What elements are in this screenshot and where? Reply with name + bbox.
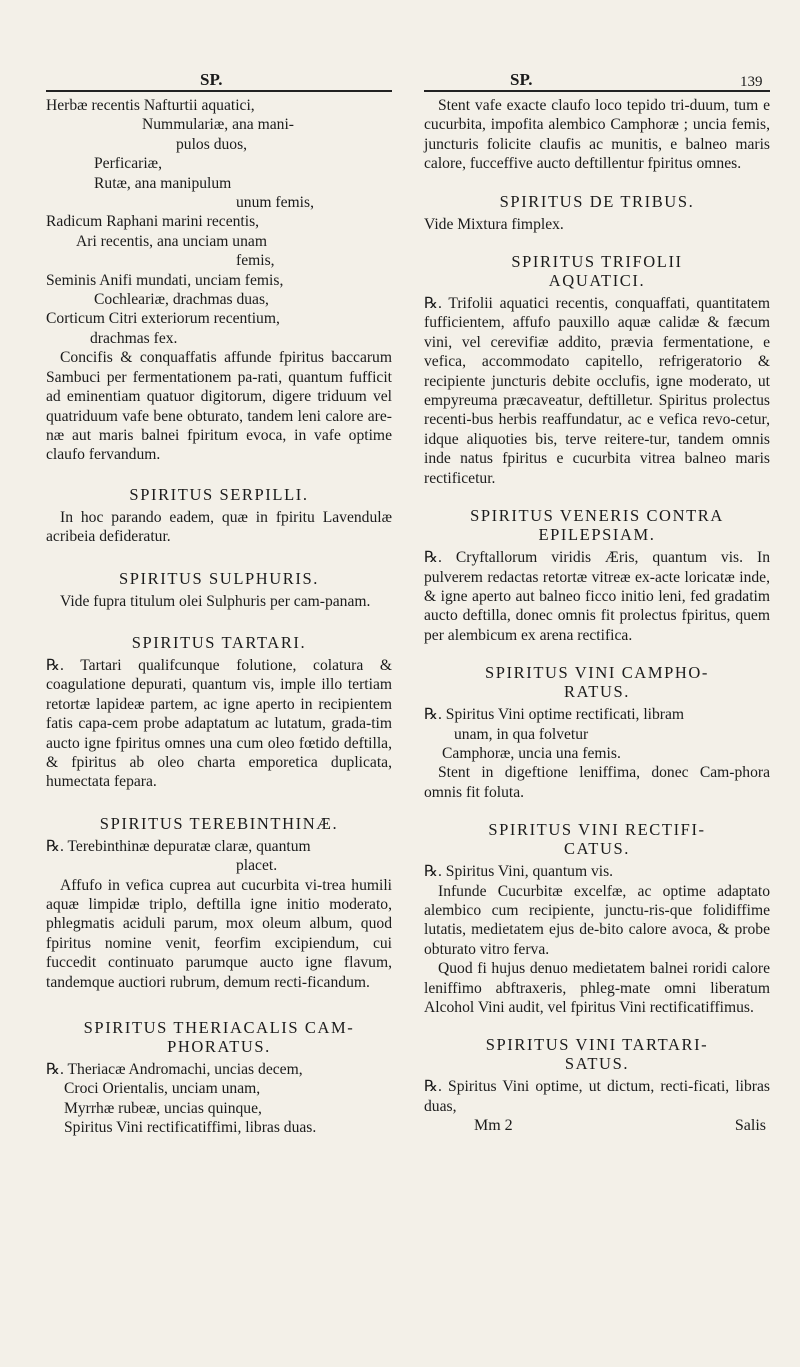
paragraph: Quod fi hujus denuo medietatem balnei roridi calore leniffimo abftraxeris, phleg-mate omni liberatum Alcohol Vini audit, vel fpiritus Vini rectificatiffimus.: [424, 960, 770, 1016]
ingredient-line: Herbæ recentis Nafturtii aquatici,: [46, 97, 255, 114]
paragraph: Infunde Cucurbitæ excelfæ, ac optime adaptato alembico cum recipiente, junctu-ris-que folidiffime lutatis, medietatem ejus de-bito calore avoca, & probe obturato vitro ferva.: [424, 882, 770, 958]
paragraph: ℞. Spiritus Vini optime, ut dictum, recti-ficati, libras duas,: [424, 1078, 770, 1115]
paragraph: Camphoræ, uncia una femis.: [442, 744, 621, 762]
paragraph: Vide Mixtura fimplex.: [424, 215, 564, 233]
paragraph: In hoc parando eadem, quæ in fpiritu Lavendulæ acribeia defideratur.: [46, 508, 392, 546]
section-heading: SPIRITUS VINI RECTIFI-CATUS.: [488, 820, 706, 859]
paragraph: Vide fupra titulum olei Sulphuris per cam-panam.: [60, 592, 371, 610]
running-head-right: SP.: [510, 70, 533, 89]
ingredient-line: Corticum Citri exteriorum recentium,: [46, 310, 280, 328]
paragraph: Stent vafe exacte claufo loco tepido tri-duum, tum e cucurbita, impofita alembico Camphoræ ; uncia femis, juncturis folicite claufis ac munitis, e balneo maris calore, fucceffive aucto deftillentur fpiritus omnes.: [424, 97, 770, 173]
running-head-left: SP.: [200, 70, 223, 89]
page-footer: [424, 1116, 770, 1135]
ingredient-line: ℞. Theriacæ Andromachi, uncias decem,: [46, 1061, 303, 1079]
ingredient-line: Nummulariæ, ana mani-: [142, 116, 295, 134]
ingredient-line: Radicum Raphani marini recentis,: [46, 213, 260, 231]
ingredient-line: pulos duos,: [176, 135, 248, 153]
right-column: [424, 96, 770, 1136]
paragraph: ℞. Trifolii aquatici recentis, conquaffati, quantitatem fufficientem, affufo pauxillo aquæ calidæ & fæcum vini, vel cerevifiæ addito, prævia fermentatione, e vefica, accommodato capitello, refrigeratorio & recipiente juncturis debite occlufis, igne moderato, ut empyreuma præcaveatur, deftilletur. Spiritus prolectus recenti-bus herbis reaffundatur, ac e vefica revo-cetur, idque aliquoties bis, terve reitere-tur, tandem omnis inde natus fpiritus e cucurbita vitrea balneo maris rectificetur.: [424, 295, 770, 487]
catchword: Salis: [734, 1117, 766, 1135]
ingredient-line: Perficariæ,: [94, 155, 162, 173]
paragraph: unam, in qua folvetur: [454, 725, 589, 743]
ingredient-line: unum femis,: [236, 194, 314, 212]
paragraph: placet.: [236, 857, 278, 875]
ingredient-line: drachmas fex.: [90, 329, 178, 347]
header-rule-left: [46, 90, 392, 92]
left-column: [46, 96, 392, 1138]
section-heading: SPIRITUS TRIFOLII AQUATICI.: [511, 252, 683, 291]
ingredient-line: Ari recentis, ana unciam unam: [76, 232, 267, 250]
paragraph: ℞. Terebinthinæ depuratæ claræ, quantum: [46, 837, 311, 855]
paragraph: ℞. Tartari qualifcunque folutione, colatura & coagulatione depurati, quantum vis, imple illo tertiam retortæ lapideæ partem, ac igne aperto in recipientem fatis capa-cem probe adaptatum ac lutatum, grada-tim aucto igne fpiritus omnes una cum oleo fœtido deftilla, & fpiritus ab oleo charta emporetica duplicata, humectata fepara.: [46, 656, 392, 791]
ingredient-line: Cochleariæ, drachmas duas,: [94, 291, 269, 309]
paragraph: ℞. Spiritus Vini, quantum vis.: [424, 863, 614, 881]
section-heading: SPIRITUS VINI TARTARI-SATUS.: [485, 1035, 709, 1074]
section-heading: SPIRITUS SULPHURIS.: [118, 568, 320, 588]
ingredient-line: Spiritus Vini rectificatiffimi, libras duas.: [64, 1119, 317, 1137]
section-heading: SPIRITUS VENERIS CONTRA EPILEPSIAM.: [470, 506, 724, 545]
paragraph: ℞. Spiritus Vini optime rectificati, libram: [424, 706, 685, 724]
paragraph: Stent in digeftione leniffima, donec Cam-phora omnis fit foluta.: [424, 764, 770, 801]
section-heading: SPIRITUS TARTARI.: [131, 632, 307, 652]
section-heading: SPIRITUS SERPILLI.: [129, 484, 309, 504]
section-heading: SPIRITUS THERIACALIS CAM-PHORATUS.: [83, 1018, 355, 1057]
ingredient-line: Myrrhæ rubeæ, uncias quinque,: [64, 1099, 262, 1117]
ingredient-line: femis,: [236, 252, 275, 270]
ingredient-line: Rutæ, ana manipulum: [94, 174, 232, 192]
ingredient-line: Croci Orientalis, unciam unam,: [64, 1080, 261, 1098]
ingredient-line: Seminis Anifi mundati, unciam femis,: [46, 271, 284, 289]
signature-mark: Mm 2: [474, 1117, 513, 1135]
paragraph: ℞. Cryftallorum viridis Æris, quantum vis. In pulverem redactas retortæ vitreæ ex-acte loricatæ inde, & igne aperto aut balneo ficco initio leni, fed gradatim aucto deftilla, donec omnis fit prolectus fpiritus, quem per alembicum ex arena rectifica.: [424, 549, 770, 644]
paragraph: Concifis & conquaffatis affunde fpiritus baccarum Sambuci per fermentationem pa-rati, quantum fufficit ad eminentiam quatuor digitorum, digere triduum vel quatriduum vafe bene obturato, tandem leni calore are-næ aut maris balnei fpiritum evoca, in vafe optime claufo fervandum.: [46, 349, 392, 464]
header-rule-right: [424, 90, 770, 92]
section-heading: SPIRITUS DE TRIBUS.: [499, 191, 695, 211]
section-heading: SPIRITUS VINI CAMPHO-RATUS.: [485, 663, 709, 702]
section-heading: SPIRITUS TEREBINTHINÆ.: [99, 813, 339, 833]
paragraph: Affufo in vefica cuprea aut cucurbita vi-trea humili aquæ limpidæ triplo, deftilla igne initio moderato, phlegmatis aciduli parum, mox oleum album, quod fpiritus nomine venit, feorfim excipiendum, cui fuccedit continuato parumque aucto igne flavum, tandemque auctiori rubrum, demum recti-ficandum.: [46, 876, 392, 991]
page-number: 139: [740, 74, 763, 90]
